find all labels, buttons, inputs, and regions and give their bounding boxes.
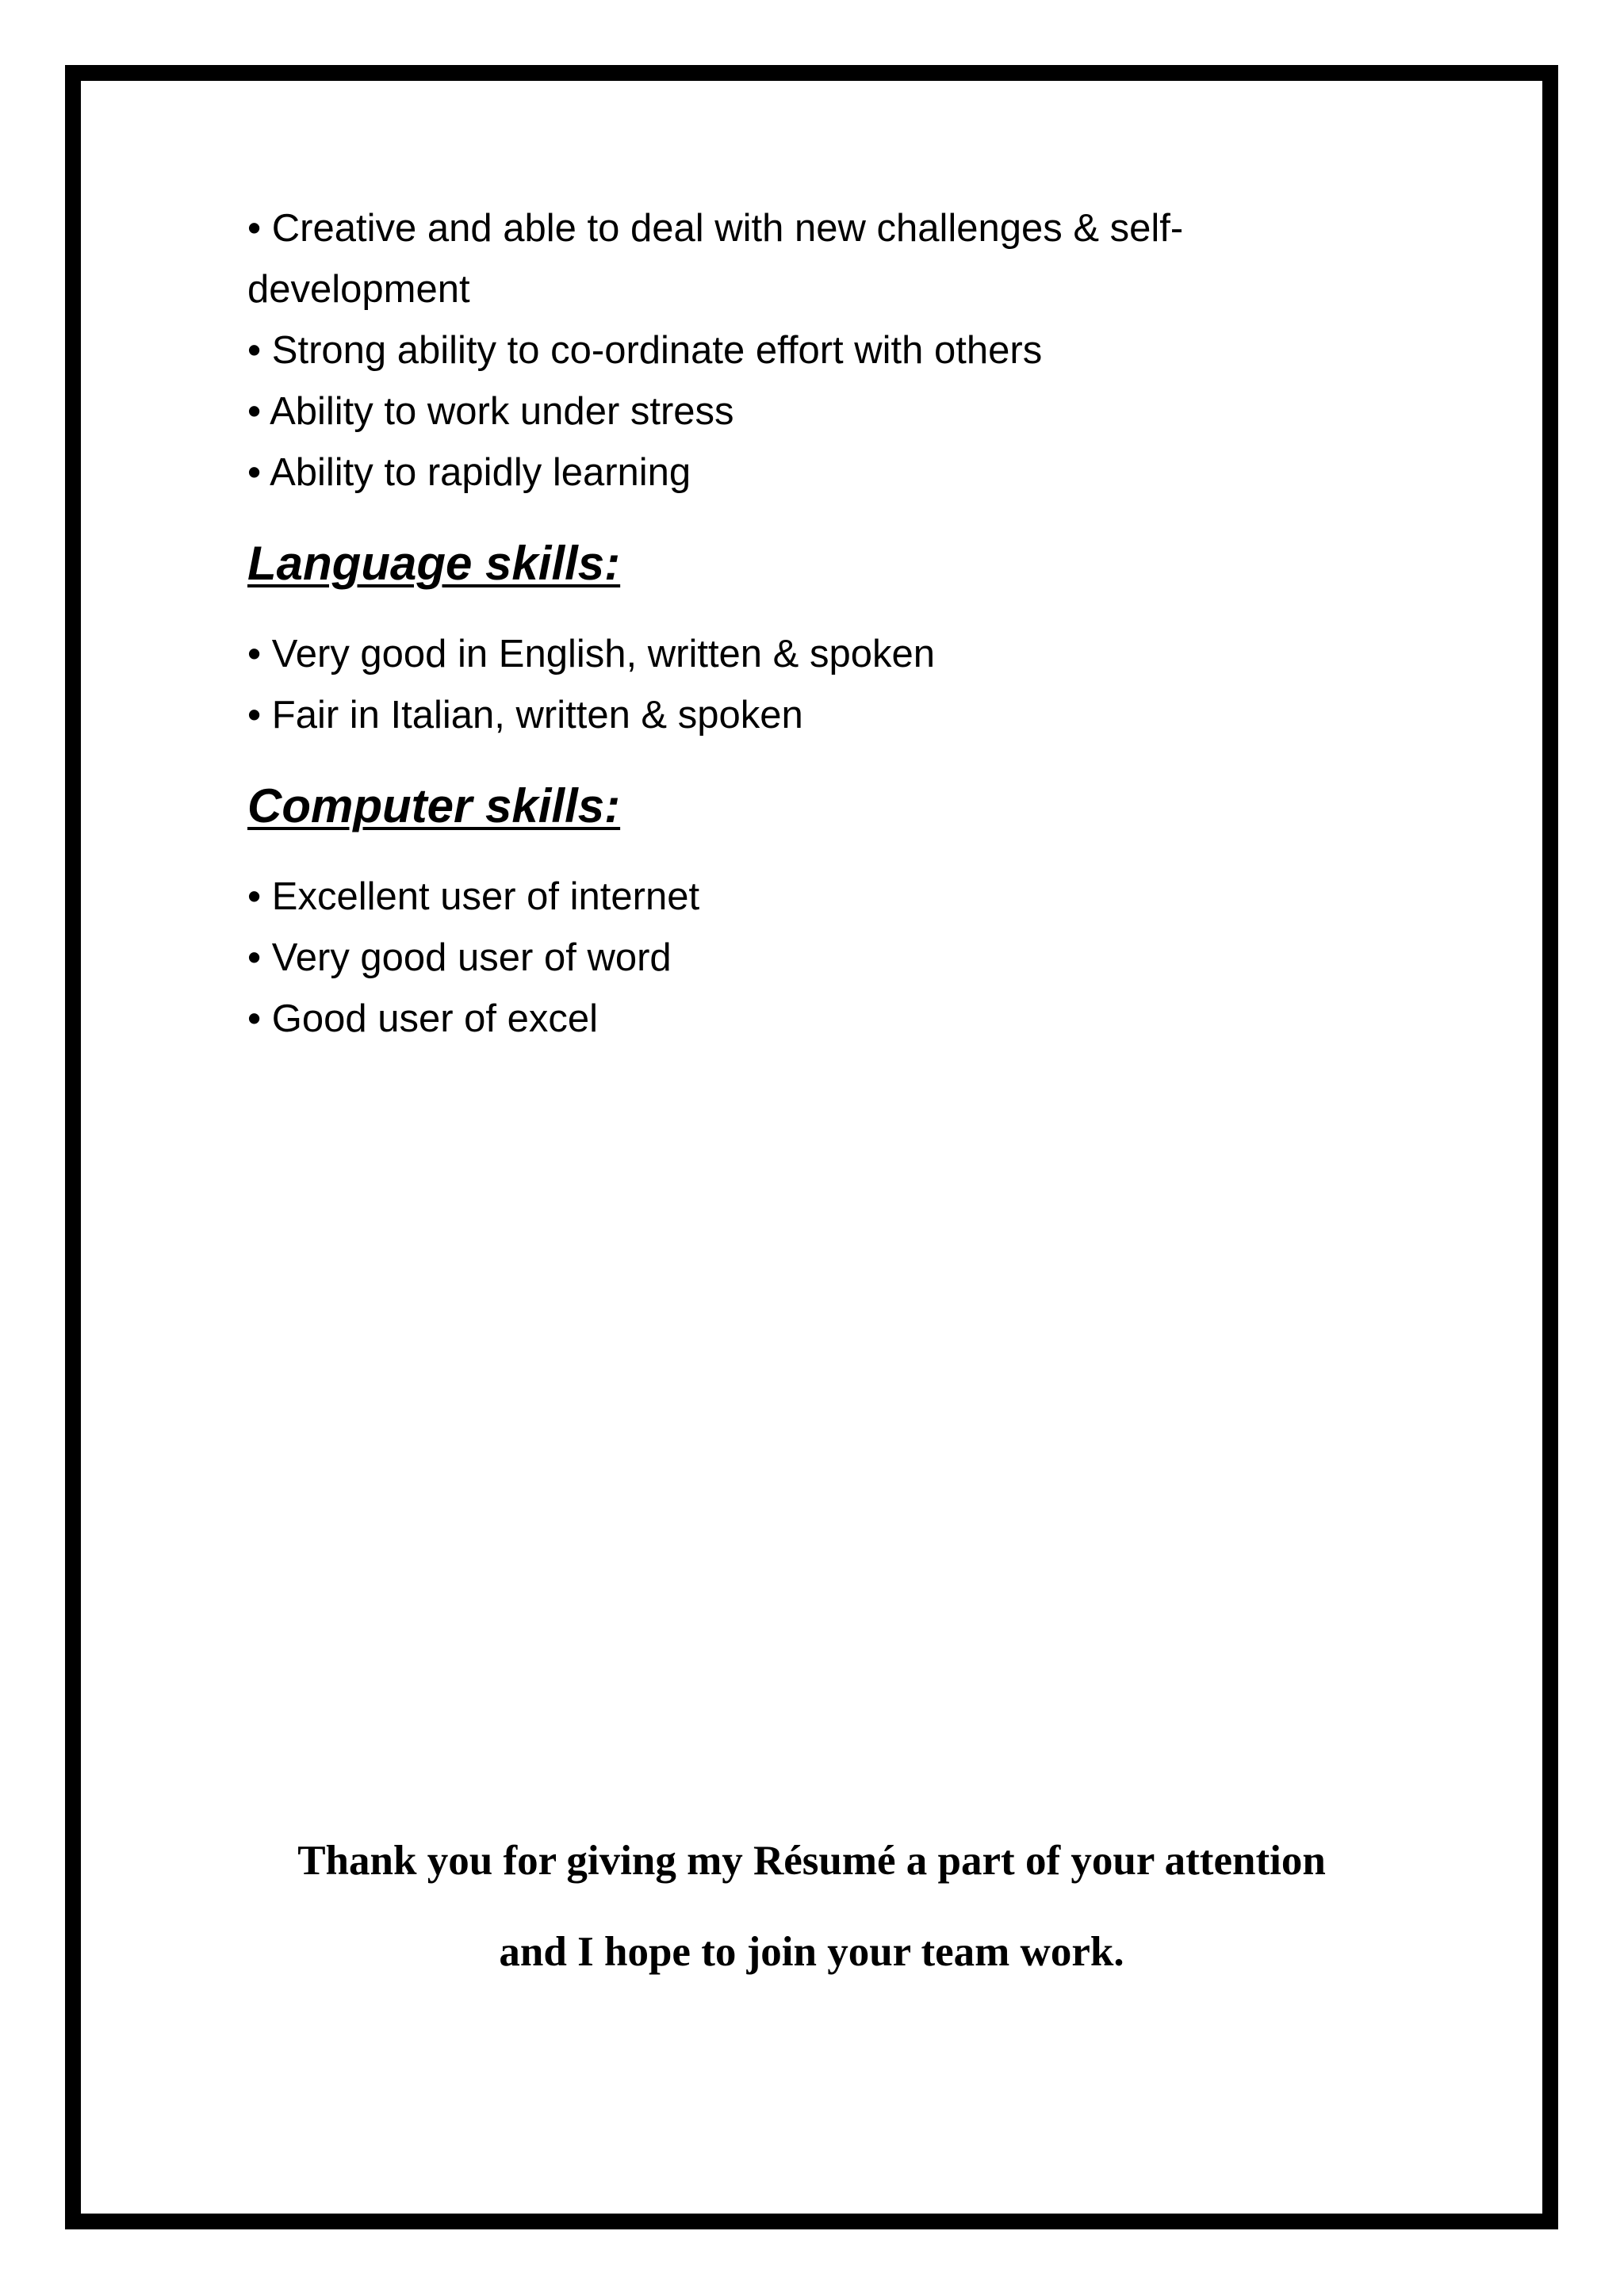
list-item: • Ability to work under stress: [247, 390, 734, 433]
computer-skills-heading: Computer skills:: [247, 779, 621, 832]
list-item: • Good user of excel: [247, 997, 599, 1040]
list-item: • Fair in Italian, written & spoken: [247, 694, 803, 737]
language-skills-list: [247, 624, 1437, 746]
closing-statement: [65, 1816, 1558, 1998]
personal-skills-list: [247, 198, 1437, 503]
closing-line-1: Thank you for giving my Résumé a part of your attention: [297, 1838, 1326, 1884]
resume-content: [247, 198, 1437, 1050]
list-item: • Very good user of word: [247, 936, 672, 979]
list-item: • Ability to rapidly learning: [247, 451, 691, 494]
language-skills-heading: Language skills:: [247, 537, 621, 590]
list-item: • Strong ability to co-ordinate effort with others: [247, 329, 1043, 372]
computer-skills-list: [247, 867, 1437, 1050]
closing-line-2: and I hope to join your team work.: [499, 1929, 1124, 1975]
list-item: • Excellent user of internet: [247, 875, 700, 918]
list-item: • Creative and able to deal with new challenges & self-development: [247, 207, 1184, 311]
list-item: • Very good in English, written & spoken: [247, 633, 935, 675]
